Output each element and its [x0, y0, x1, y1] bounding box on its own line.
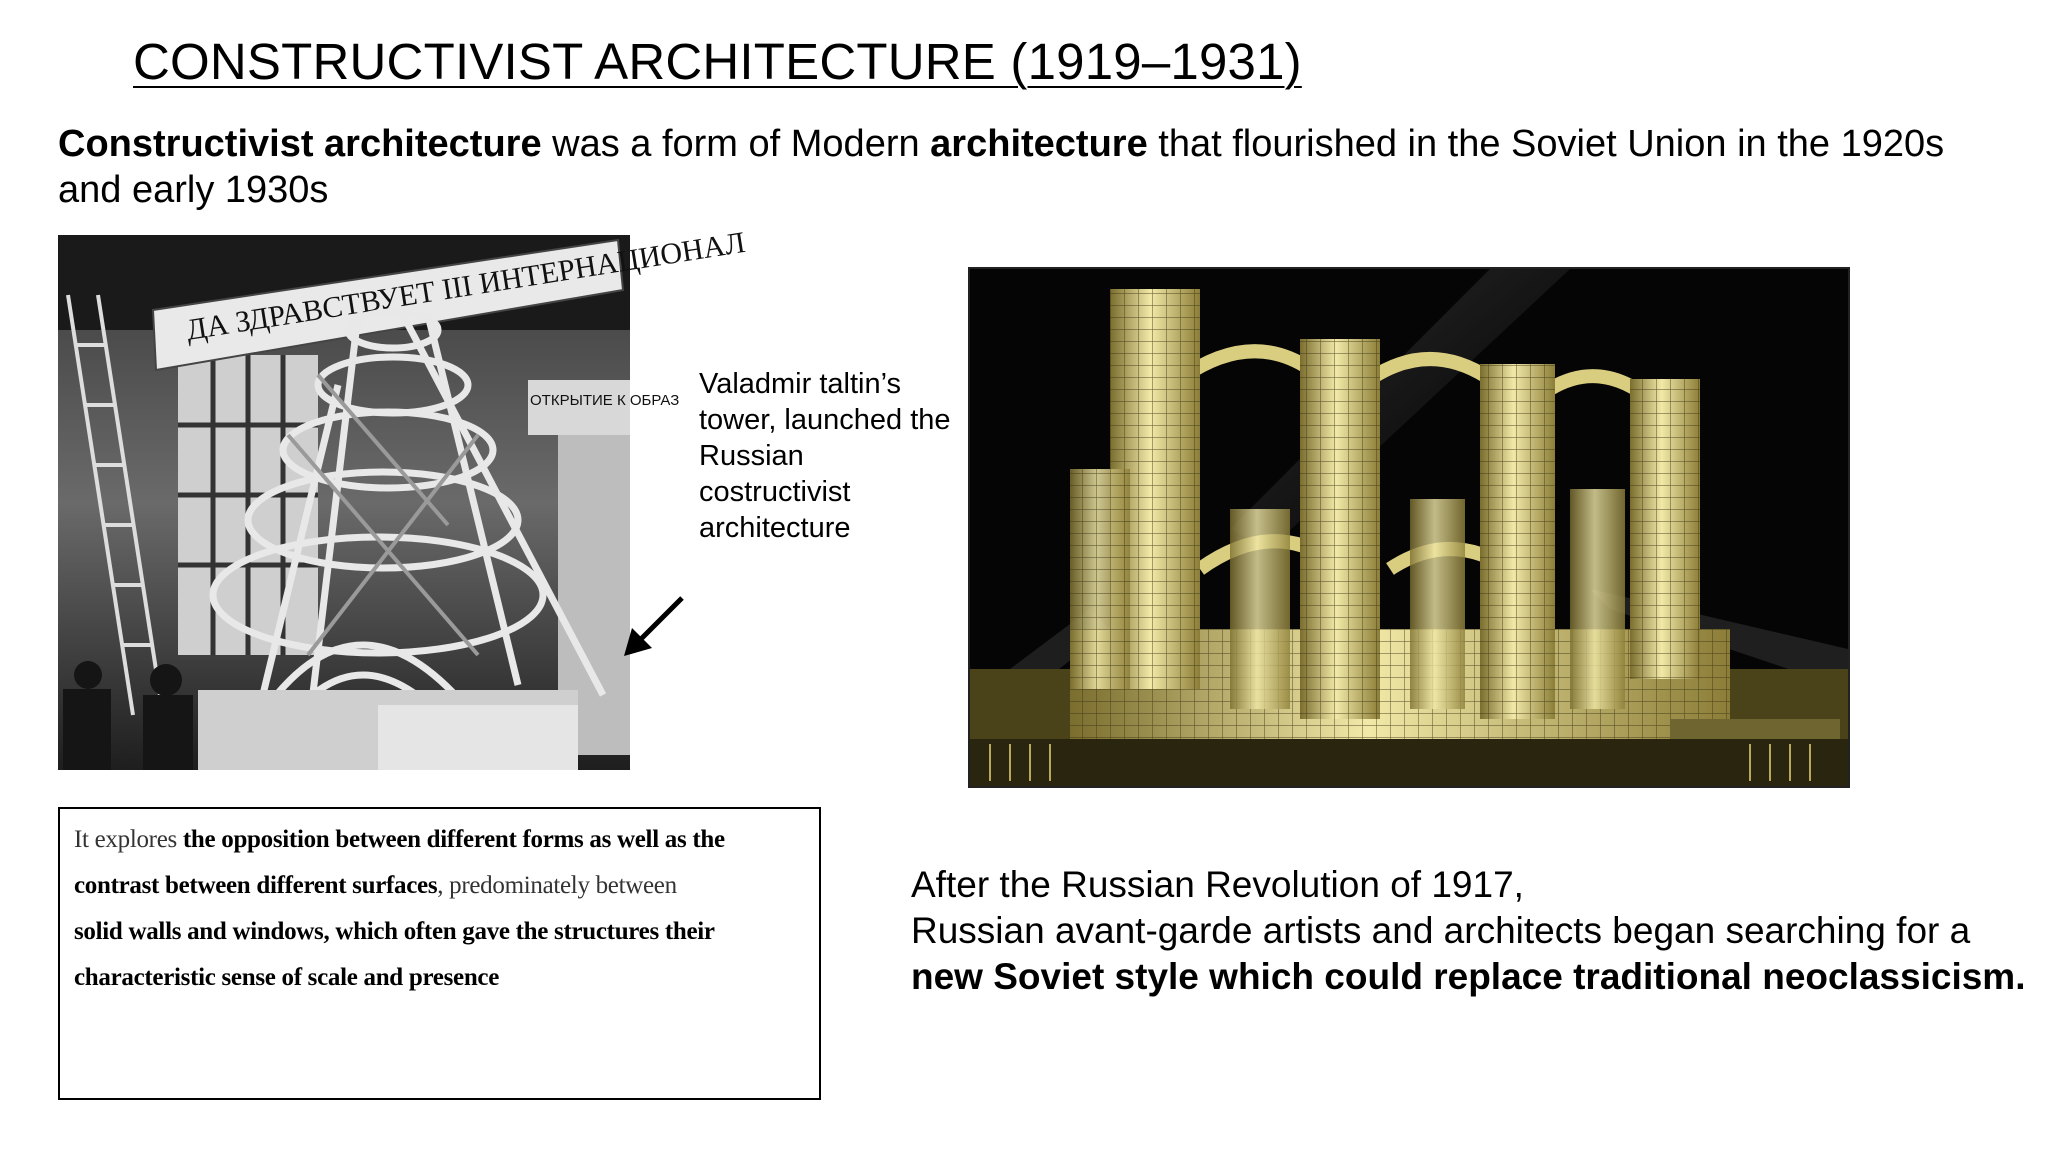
banner-text: ДА ЗДРАВСТВУЕТ III ИНТЕРНАЦИОНАЛ	[183, 225, 748, 347]
intro-text: was a form of Modern	[541, 123, 931, 165]
intro-paragraph	[58, 121, 1968, 213]
tatlin-tower-illustration	[58, 225, 748, 770]
textbox-bold-text: the opposition between different forms as well as the contrast between different surfaces	[74, 826, 725, 899]
description-textbox	[58, 807, 821, 1100]
textbox-text: It explores	[74, 826, 183, 853]
slide-title: CONSTRUCTIVIST ARCHITECTURE (1919–1931)	[133, 33, 1302, 90]
tower-caption: Valadmir taltin’s tower, launched the Russian costructivist architecture	[699, 368, 951, 544]
intro-text-2: that flourished in the Soviet Union in the 1920s and early 1930s	[58, 123, 1945, 211]
revolution-line-2: Russian avant-garde artists and architects began searching for a	[911, 910, 1971, 951]
textbox-bold-text-2: solid walls and windows, which often gave the structures their characteristic sense of scale and presence	[74, 918, 715, 991]
intro-bold-term-2: architecture	[930, 123, 1148, 165]
revolution-line-3: new Soviet style which could replace traditional neoclassicism.	[911, 956, 2026, 997]
tatlin-tower-photo	[58, 225, 748, 770]
arrow-icon	[620, 590, 690, 660]
revolution-line-1: After the Russian Revolution of 1917,	[911, 864, 1524, 905]
sign-text: ОТКРЫТИЕ К ОБРАЗ	[530, 392, 680, 409]
textbox-text-2: , predominately between	[437, 872, 677, 899]
intro-bold-term: Constructivist architecture	[58, 123, 542, 165]
illuminated-building-photo	[968, 267, 1850, 788]
window-grid	[178, 355, 318, 655]
revolution-paragraph	[911, 862, 2031, 1000]
building-illustration	[970, 269, 1848, 786]
